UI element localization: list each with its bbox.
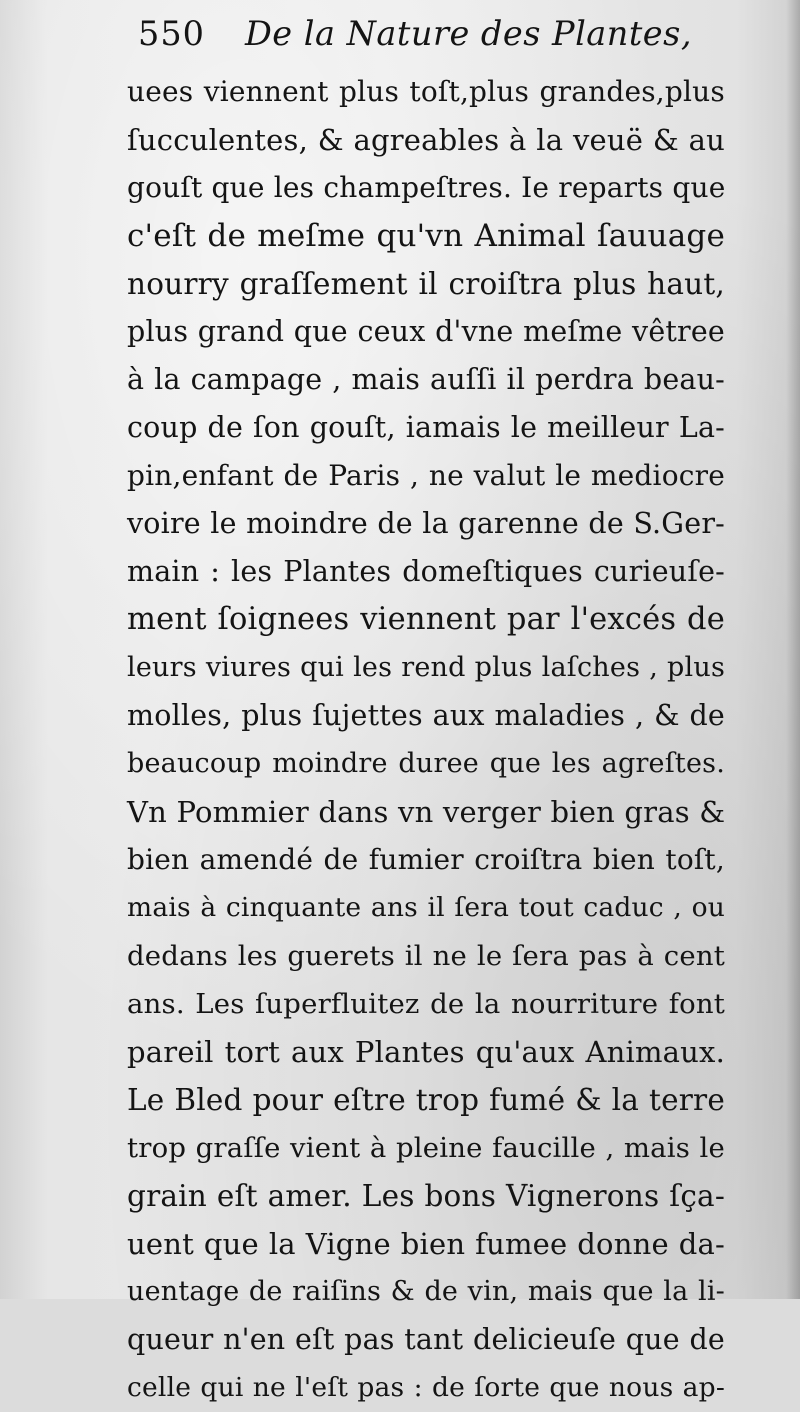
text-line: trop graſſe vient à pleine faucille , mais le <box>127 1132 725 1164</box>
text-line: dedans les guerets il ne le ſera pas à cent <box>127 940 725 972</box>
text-line: plus grand que ceux d'vne meſme vêtree <box>127 315 725 348</box>
text-line: celle qui ne l'eſt pas : de ſorte que nous ap- <box>127 1372 725 1403</box>
text-line: gouſt que les champeſtres. Ie reparts que <box>127 171 726 204</box>
text-line: main : les Plantes domeſtiques curieuſe- <box>127 555 725 588</box>
text-line: ment ſoignees viennent par l'excés de <box>127 602 725 637</box>
text-line: uees viennent plus toſt,plus grandes,plus <box>127 75 725 108</box>
body-text <box>127 68 725 1412</box>
text-line: voire le moindre de la garenne de S.Ger- <box>127 507 725 540</box>
text-line: ſucculentes, & agreables à la veuë & au <box>127 123 725 157</box>
text-line: coup de ſon gouſt, iamais le meilleur La- <box>127 411 725 444</box>
text-line: uent que la Vigne bien fumee donne da- <box>127 1227 725 1261</box>
text-line: Le Bled pour eſtre trop fumé & la terre <box>127 1083 725 1117</box>
text-line: Vn Pommier dans vn verger bien gras & <box>127 795 726 829</box>
text-line: ans. Les ſuperfluitez de la nourriture font <box>127 988 725 1020</box>
text-line: leurs viures qui les rend plus laſches , plus <box>127 652 725 683</box>
text-line: queur n'en eſt pas tant delicieuſe que de <box>127 1323 725 1356</box>
text-line: pareil tort aux Plantes qu'aux Animaux. <box>127 1035 725 1069</box>
text-line: bien amendé de fumier croiſtra bien toſt, <box>127 843 725 876</box>
text-line: mais à cinquante ans il ſera tout caduc , ou <box>127 892 725 923</box>
page-number: 550 <box>138 14 205 53</box>
text-line: pin,enfant de Paris , ne valut le mediocre <box>127 459 725 492</box>
text-line: c'eſt de meſme qu'vn Animal ſauuage <box>127 218 725 254</box>
text-line: uentage de raiſins & de vin, mais que la li- <box>127 1276 725 1307</box>
text-line: grain eſt amer. Les bons Vignerons ſça- <box>127 1179 725 1213</box>
page-edge-shadow <box>786 0 800 1299</box>
text-line: molles, plus ſujettes aux maladies , & de <box>127 699 725 732</box>
text-line: nourry graſſement il croiſtra plus haut, <box>127 267 725 301</box>
running-head <box>138 14 698 70</box>
running-title: De la Nature des Plantes, <box>244 14 692 53</box>
text-line: beaucoup moindre duree que les agreſtes. <box>127 748 725 779</box>
text-line: à la campage , mais auſſi il perdra beau- <box>127 363 725 396</box>
